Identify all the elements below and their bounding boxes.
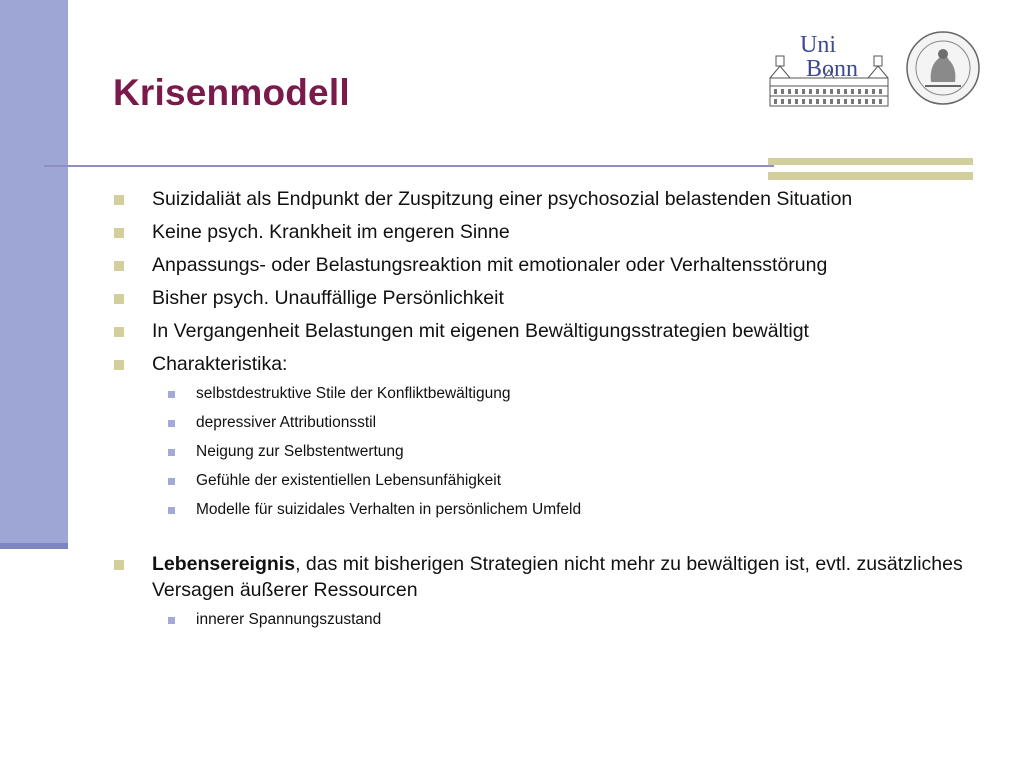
logo-text-bonn: Bonn [806, 56, 859, 82]
sub-bullet-item: Modelle für suizidales Verhalten in persönlichem Umfeld [112, 500, 992, 520]
logo-text-uni: Uni [800, 32, 836, 58]
left-accent-bar [0, 0, 68, 546]
uni-bonn-logo [766, 30, 892, 110]
bullet-item: Anpassungs- oder Belastungsreaktion mit emotionaler oder Verhaltensstörung [112, 252, 992, 278]
bullet-item: Suizidaliät als Endpunkt der Zuspitzung einer psychosozial belastenden Situation [112, 186, 992, 212]
sub-bullet-item: selbstdestruktive Stile der Konfliktbewältigung [112, 384, 992, 404]
bullet-item: Charakteristika: [112, 351, 992, 377]
event-text: , das mit bisherigen Strategien nicht mehr zu bewältigen ist, evtl. zusätzliches Versagen äußerer Ressourcen [152, 553, 963, 601]
bullet-item-event [112, 551, 992, 603]
bullet-list [112, 186, 992, 639]
faculty-seal-logo [905, 30, 981, 106]
bullet-item: In Vergangenheit Belastungen mit eigenen Bewältigungsstrategien bewältigt [112, 318, 992, 344]
bullet-item: Keine psych. Krankheit im engeren Sinne [112, 219, 992, 245]
olive-accent-stripe-bottom [768, 172, 973, 180]
sub-bullet-item: innerer Spannungszustand [112, 610, 992, 630]
slide-title: Krisenmodell [113, 72, 350, 113]
sub-bullet-item: depressiver Attributionsstil [112, 413, 992, 433]
bullet-item: Bisher psych. Unauffällige Persönlichkeit [112, 285, 992, 311]
event-keyword: Lebensereignis [152, 553, 296, 575]
title-divider [44, 165, 774, 167]
spacer [112, 529, 992, 551]
sub-bullet-item: Gefühle der existentiellen Lebensunfähigkeit [112, 471, 992, 491]
olive-accent-stripe-top [768, 158, 973, 165]
left-accent-bar-shadow [0, 543, 68, 549]
sub-bullet-item: Neigung zur Selbstentwertung [112, 442, 992, 462]
